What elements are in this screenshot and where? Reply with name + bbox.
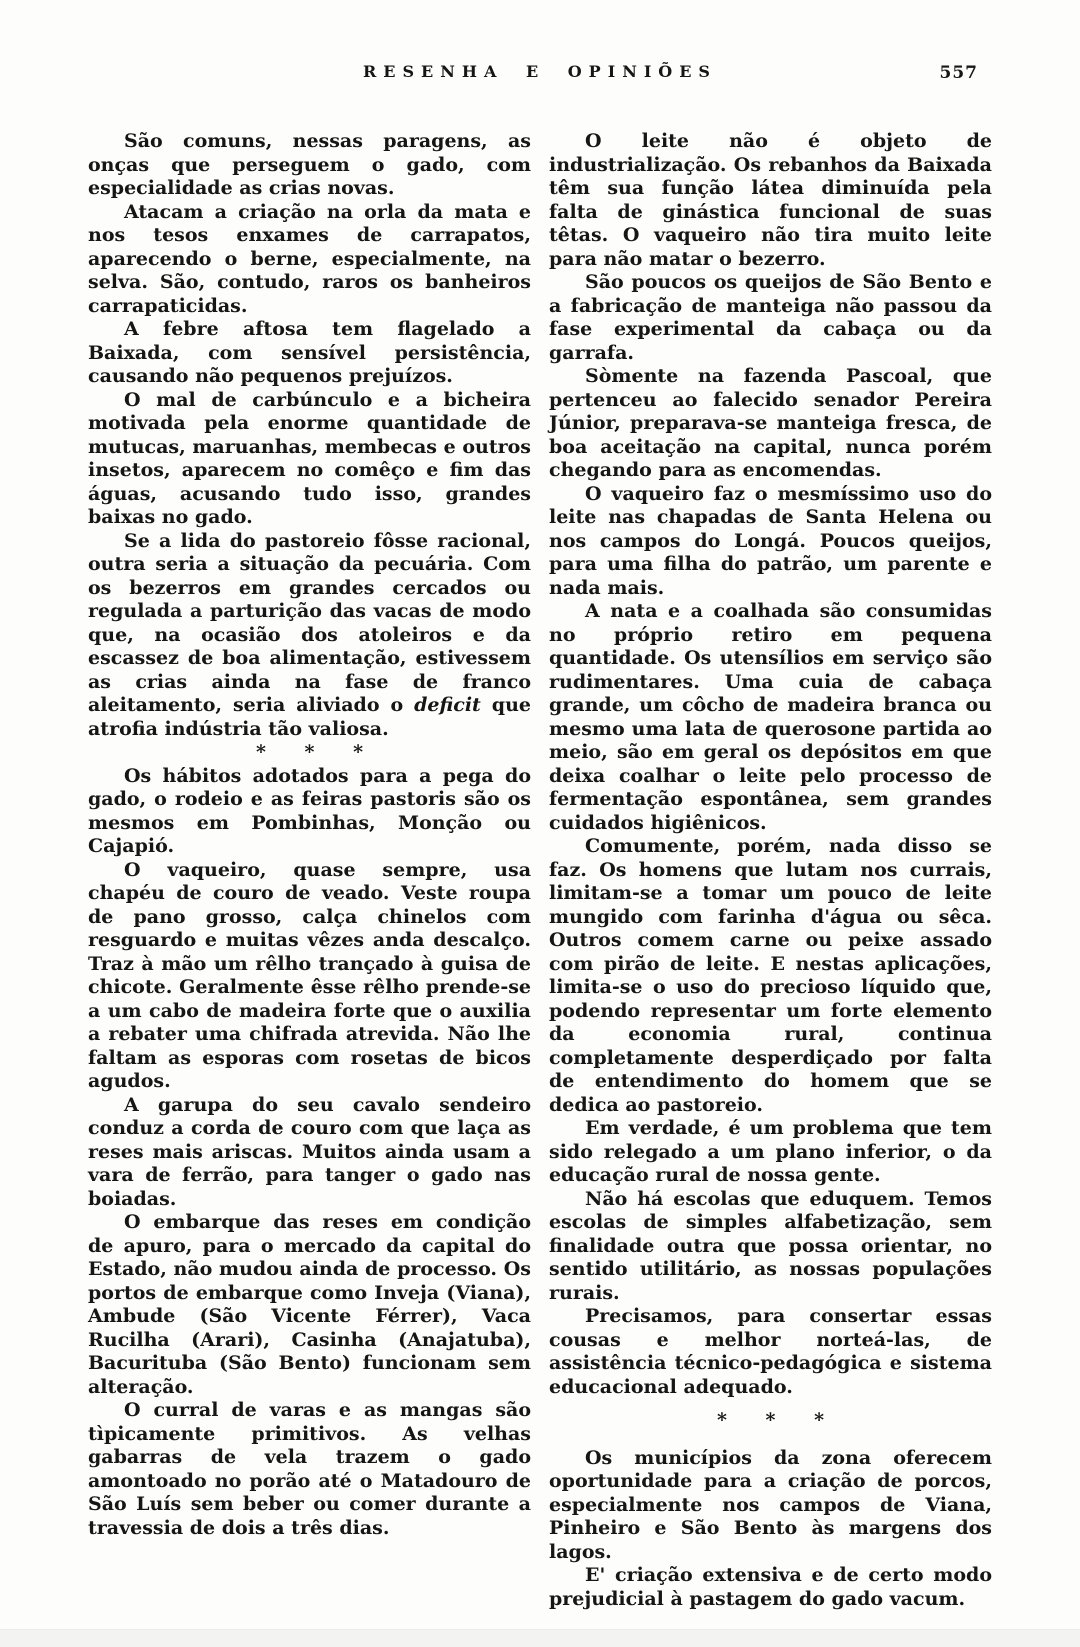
paragraph: A garupa do seu cavalo sendeiro conduz a corda de couro com que laça as reses mais ariscas. Muitos ainda usam a vara de ferrão, para tanger o gado nas boiadas. — [88, 1093, 531, 1210]
paragraph: O vaqueiro, quase sempre, usa chapéu de couro de veado. Veste roupa de pano grosso, calça chinelos com resguardo e muitas vêzes anda descalço. Traz à mão um rêlho trançado à guisa de chicote. Geralmente êsse rêlho prende-se a um cabo de madeira forte que o auxilia a rebater uma chifrada atrevida. Não lhe faltam as esporas com rosetas de bicos agudos. — [88, 858, 531, 1092]
section-separator: * * * — [255, 741, 364, 763]
scan-footer-strip — [0, 1629, 1080, 1647]
paragraph: O leite não é objeto de industrialização. Os rebanhos da Baixada têm sua função látea diminuída pela falta de ginástica funcional de suas têtas. O vaqueiro não tira muito leite para não matar o bezerro. — [549, 130, 992, 270]
paragraph: Os municípios da zona oferecem oportunidade para a criação de porcos, especialmente nos campos de Viana, Pinheiro e São Bento às margens dos lagos. — [549, 1446, 992, 1563]
paragraph: Sòmente na fazenda Pascoal, que pertenceu ao falecido senador Pereira Júnior, preparava-se manteiga fresca, de boa aceitação na capital, nunca porém chegando para as encomendas. — [549, 365, 992, 481]
paragraph: O mal de carbúnculo e a bicheira motivada pela enorme quantidade de mutucas, maruanhas, membecas e outros insetos, aparecem no comêço e fim das águas, acusando tudo isso, grandes baixas no gado. — [88, 388, 531, 528]
paragraph: Precisamos, para consertar essas cousas e melhor norteá-las, de assistência técnico-pedagógica e sistema educacional adequado. — [549, 1305, 992, 1398]
paragraph-text: Se a lida do pastoreio fôsse racional, outra seria a situação da pecuária. Com os bezerros em grandes cercados ou regulada a parturição das vacas de modo que, na ocasião dos atoleiros e da escassez de boa alimentação, estivessem as crias ainda na fase de franco aleitamento, seria aliviado o — [88, 529, 531, 716]
paragraph: O vaqueiro faz o mesmíssimo uso do leite nas chapadas de Santa Helena ou nos campos do Longá. Poucos queijos, para uma filha do patrão, um parente e nada mais. — [549, 482, 992, 599]
paragraph: Os hábitos adotados para a pega do gado, o rodeio e as feiras pastoris são os mesmos em Pombinhas, Monção ou Cajapió. — [88, 764, 531, 857]
paragraph: Não há escolas que eduquem. Temos escolas de simples alfabetização, sem finalidade outra que possa orientar, no sentido utilitário, as nossas populações rurais. — [549, 1187, 992, 1304]
right-column — [549, 130, 992, 1611]
paragraph: Atacam a criação na orla da mata e nos tesos enxames de carrapatos, aparecendo o berne, especialmente, na selva. São, contudo, raros os banheiros carrapaticidas. — [88, 200, 531, 317]
paragraph: A nata e a coalhada são consumidas no próprio retiro em pequena quantidade. Os utensílios em serviço são rudimentares. Uma cuia de cabaça grande, um côcho de madeira branca ou mesmo uma lata de querosone partida ao meio, são em geral os depósitos em que deixa coalhar o leite pelo processo de fermentação espontânea, sem grandes cuidados higiênicos. — [549, 600, 992, 834]
paragraph: O curral de varas e as mangas são tìpicamente primitivos. As velhas gabarras de vela trazem o gado amontoado no porão até o Matadouro de São Luís sem beber ou comer durante a travessia de dois a três dias. — [88, 1399, 531, 1539]
paragraph-text: que atrofia indústria tão valiosa. — [88, 694, 531, 740]
paragraph: São poucos os queijos de São Bento e a fabricação de manteiga não passou da fase experimental da cabaça ou da garrafa. — [549, 271, 992, 364]
paragraph: Em verdade, é um problema que tem sido relegado a um plano inferior, o da educação rural de nossa gente. — [549, 1117, 992, 1186]
paragraph: E' criação extensiva e de certo modo prejudicial à pastagem do gado vacum. — [549, 1564, 992, 1610]
page-header — [88, 62, 992, 88]
paragraph: Comumente, porém, nada disso se faz. Os homens que lutam nos currais, limitam-se a tomar um pouco de leite mungido com farinha d'água ou sêca. Outros comem carne ou peixe assado com pirão de leite. E nestas aplicações, limita-se o uso do precioso líquido que, podendo representar um forte elemento da economia rural, continua completamente desperdiçado por falta de entendimento do homem que se dedica ao pastoreio. — [549, 835, 992, 1116]
page-header-title: RESENHA E OPINIÕES — [363, 62, 717, 81]
italic-word: deficit — [414, 694, 481, 716]
paragraph: A febre aftosa tem flagelado a Baixada, com sensível persistência, causando não pequenos prejuízos. — [88, 318, 531, 387]
left-column — [88, 130, 531, 1611]
paragraph: São comuns, nessas paragens, as onças que perseguem o gado, com especialidade as crias novas. — [88, 130, 531, 199]
page-body — [88, 130, 992, 1611]
section-separator: * * * — [716, 1409, 825, 1431]
paragraph: O embarque das reses em condição de apuro, para o mercado da capital do Estado, não mudou ainda de processo. Os portos de embarque como Inveja (Viana), Ambude (São Vicente Férrer), Vaca Rucilha (Arari), Casinha (Anajatuba), Bacurituba (São Bento) funcionam sem alteração. — [88, 1211, 531, 1398]
paragraph — [88, 530, 531, 742]
page-number: 557 — [939, 63, 978, 83]
